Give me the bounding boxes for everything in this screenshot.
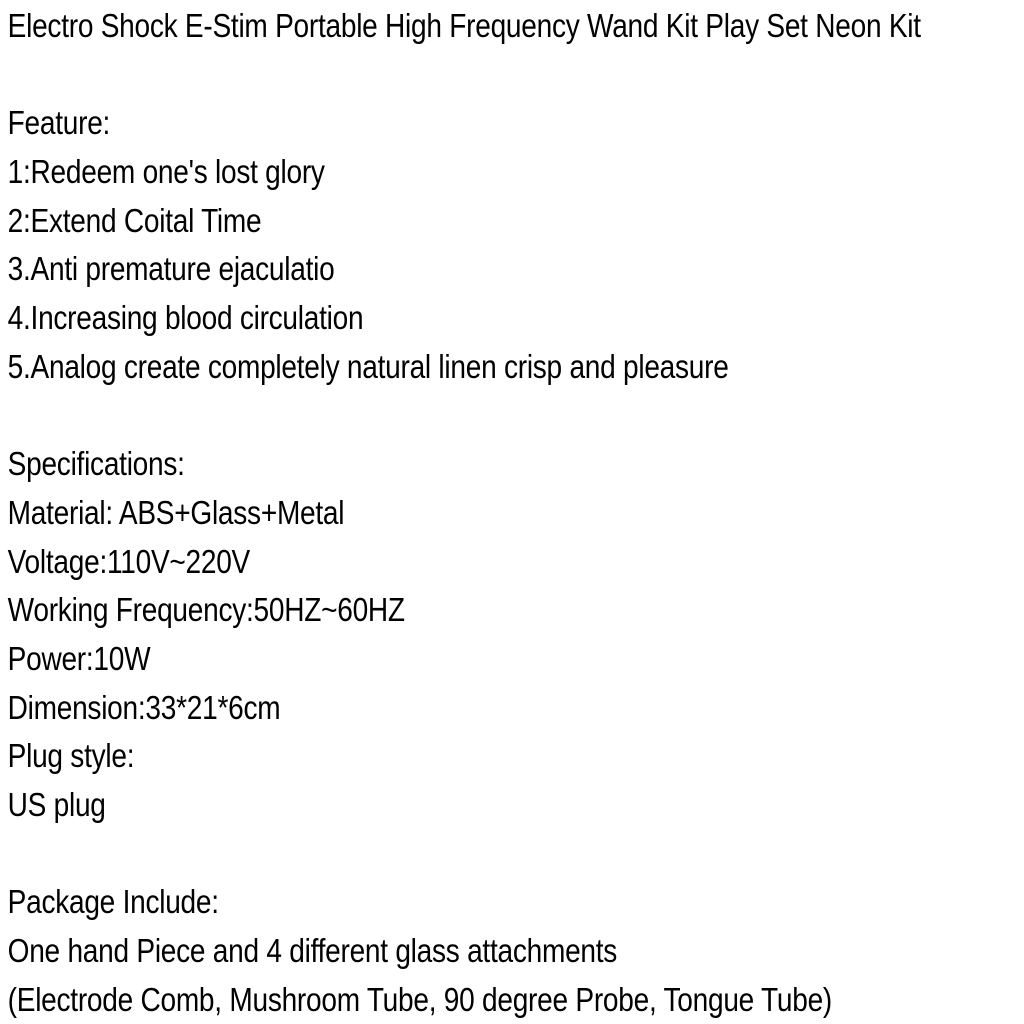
feature-item: 2:Extend Coital Time <box>7 201 262 239</box>
product-title: Electro Shock E-Stim Portable High Frequency Wand Kit Play Set Neon Kit <box>7 7 921 44</box>
spec-material: Material: ABS+Glass+Metal <box>7 493 345 531</box>
spec-power: Power:10W <box>7 639 151 677</box>
spec-working-frequency: Working Frequency:50HZ~60HZ <box>7 591 405 629</box>
spec-plug-value: US plug <box>7 786 106 823</box>
package-section <box>8 878 871 1024</box>
feature-item: 3.Anti premature ejaculatio <box>7 250 335 288</box>
package-heading: Package Include: <box>7 883 219 921</box>
specifications-section <box>8 440 871 830</box>
spec-plug-style: Plug style: <box>7 737 135 775</box>
feature-item: 1:Redeem one's lost glory <box>7 153 325 191</box>
specifications-heading: Specifications: <box>7 445 185 483</box>
package-item: (Electrode Comb, Mushroom Tube, 90 degree Probe, Tongue Tube) <box>7 980 833 1018</box>
feature-heading: Feature: <box>7 104 111 142</box>
feature-item: 5.Analog create completely natural linen crisp and pleasure <box>7 347 729 385</box>
spec-dimension: Dimension:33*21*6cm <box>7 688 281 726</box>
feature-section <box>8 99 871 391</box>
spec-voltage: Voltage:110V~220V <box>7 542 251 580</box>
package-item: One hand Piece and 4 different glass attachments <box>7 932 618 970</box>
feature-item: 4.Increasing blood circulation <box>7 299 364 337</box>
